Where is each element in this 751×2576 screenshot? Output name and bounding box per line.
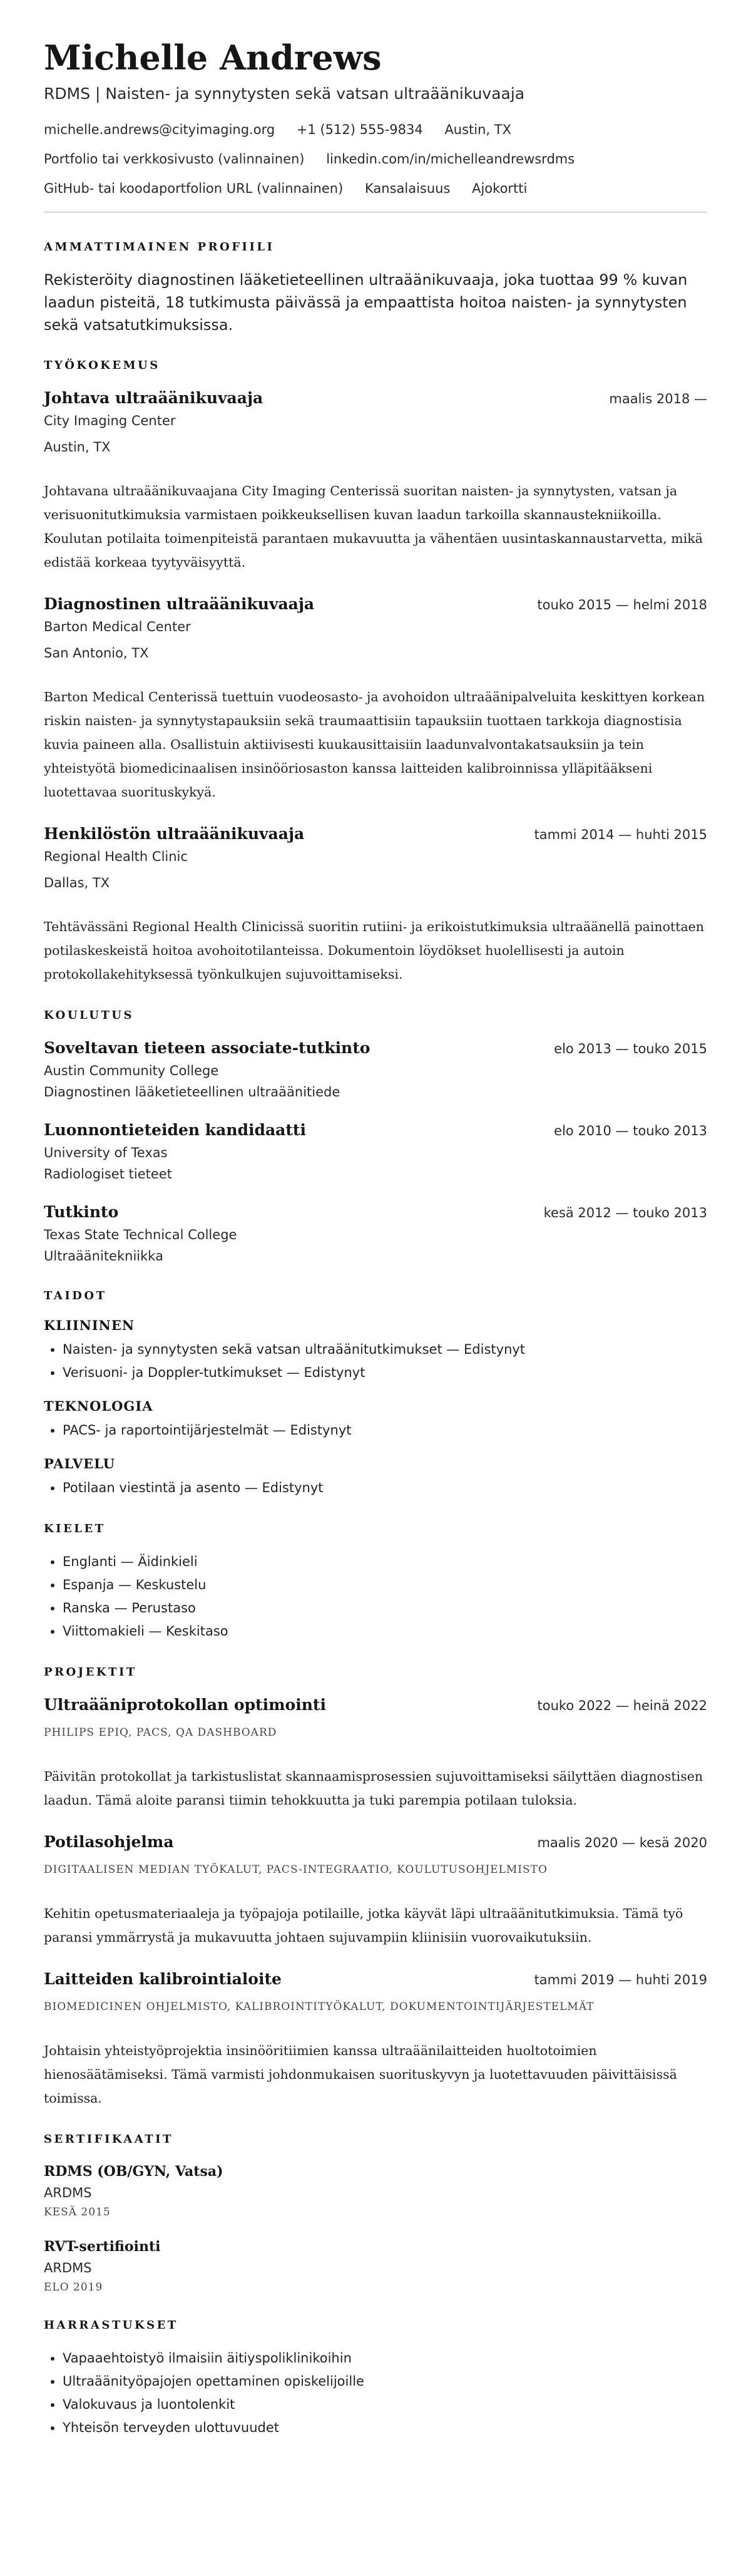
job-title: Diagnostinen ultraäänikuvaaja xyxy=(44,595,315,613)
project-date: maalis 2020 — kesä 2020 xyxy=(537,1835,707,1850)
job-description: Barton Medical Centerissä tuettuin vuodeosasto- ja avohoidon ultraäänipalveluita keskittyen korkean riskin naisten- ja synnytystapauksiin sekä traumaattisiin tapauksiin tuottaen tarkkoja diagnostisia kuvia paineen alla. Osallistuin aktiivisesti kuukausittaisiin laadunvalvontakatsauksiin ja tein yhteistyötä biomedicinaalisen insinööriosaston kanssa laitteiden kalibroinnissa ylläpitääkseni luotettavaa suorituskykyä. xyxy=(44,689,705,800)
skill-category-title: TEKNOLOGIA xyxy=(44,1398,153,1414)
experience-entry xyxy=(44,823,707,986)
experience-entry-head xyxy=(44,387,707,410)
job-employer: City Imaging Center xyxy=(44,413,176,428)
language-item: • Englanti — Äidinkieli xyxy=(63,1550,707,1574)
job-date: tammi 2014 — huhti 2015 xyxy=(534,827,707,842)
contact-citizenship: Kansalaisuus xyxy=(364,181,451,196)
skills-section xyxy=(44,1289,707,1500)
job-description: Johtavana ultraäänikuvaajana City Imaging Centerissä suoritan naisten- ja synnytysten, vatsan ja verisuonitutkimuksia varmistaen poikkeuksellisen kuvan laadun tarkoilla skannaustekniikoilla. Koulutan potilaita toimenpiteistä parantaen mukavuutta ja vähentäen uusintaskannaustarvetta, mikä edistää korkeaa tyytyväisyyttä. xyxy=(44,483,703,570)
certifications-section-title: SERTIFIKAATIT xyxy=(44,2133,173,2146)
contact-linkedin[interactable]: linkedin.com/in/michelleandrewsrdms xyxy=(326,152,575,167)
hobbies-section-title: HARRASTUKSET xyxy=(44,2319,178,2332)
projects-section-title: PROJEKTIT xyxy=(44,1666,137,1679)
language-item: • Espanja — Keskustelu xyxy=(63,1574,707,1597)
education-entry xyxy=(44,1119,707,1185)
contact-github[interactable]: GitHub- tai koodaportfolion URL (valinnainen) xyxy=(44,181,344,196)
language-item: • Viittomakieli — Keskitaso xyxy=(63,1620,707,1643)
experience-entry-head xyxy=(44,823,707,846)
contact-row-extra xyxy=(44,178,707,199)
job-location: Dallas, TX xyxy=(44,875,110,890)
language-item: • Ranska — Perustaso xyxy=(63,1597,707,1620)
project-title: Potilasohjelma xyxy=(44,1833,174,1851)
certification-issuer: ARDMS xyxy=(44,2185,92,2200)
project-title: Ultraääniprotokollan optimointi xyxy=(44,1696,326,1714)
contact-phone[interactable]: +1 (512) 555-9834 xyxy=(296,122,423,137)
hobby-item: • Valokuvaus ja luontolenkit xyxy=(63,2393,707,2416)
certification-date: ELO 2019 xyxy=(44,2281,103,2294)
skill-list xyxy=(44,1338,707,1384)
skill-item: • PACS- ja raportointijärjestelmät — Edistynyt xyxy=(63,1419,707,1442)
profile-section-title: AMMATTIMAINEN PROFIILI xyxy=(44,240,275,254)
project-tags: DIGITAALISEN MEDIAN TYÖKALUT, PACS-INTEGRAATIO, KOULUTUSOHJELMISTO xyxy=(44,1863,548,1876)
resume-header xyxy=(44,38,707,199)
job-location: San Antonio, TX xyxy=(44,646,149,661)
experience-entry xyxy=(44,593,707,804)
education-entry xyxy=(44,1037,707,1103)
hobby-item: • Yhteisön terveyden ulottuvuudet xyxy=(63,2416,707,2439)
contact-portfolio[interactable]: Portfolio tai verkkosivusto (valinnainen) xyxy=(44,152,305,167)
school-name: Texas State Technical College xyxy=(44,1227,237,1242)
skill-list xyxy=(44,1419,707,1442)
project-tags: PHILIPS EPIQ, PACS, QA DASHBOARD xyxy=(44,1726,277,1739)
degree-title: Tutkinto xyxy=(44,1203,119,1221)
experience-section xyxy=(44,359,707,986)
degree-title: Soveltavan tieteen associate-tutkinto xyxy=(44,1039,370,1057)
project-entry xyxy=(44,1831,707,1949)
contact-row-links xyxy=(44,148,707,170)
certification-entry xyxy=(44,2236,707,2296)
skill-item: • Potilaan viestintä ja asento — Edistynyt xyxy=(63,1476,707,1500)
project-entry xyxy=(44,1694,707,1812)
hobby-list xyxy=(44,2347,707,2439)
project-title: Laitteiden kalibrointialoite xyxy=(44,1970,282,1988)
hobby-item: • Vapaaehtoistyö ilmaisiin äitiyspoliklinikoihin xyxy=(63,2347,707,2370)
project-entry xyxy=(44,1968,707,2110)
contact-location: Austin, TX xyxy=(444,122,511,137)
project-tags: BIOMEDICINEN OHJELMISTO, KALIBROINTITYÖKALUT, DOKUMENTOINTIJÄRJESTELMÄT xyxy=(44,2001,595,2013)
project-entry-head xyxy=(44,1968,707,1991)
education-entry-head xyxy=(44,1201,707,1224)
education-entry-head xyxy=(44,1037,707,1060)
skills-section-title: TAIDOT xyxy=(44,1289,107,1302)
certification-issuer: ARDMS xyxy=(44,2260,92,2275)
header-divider xyxy=(44,212,707,213)
degree-title: Luonnontieteiden kandidaatti xyxy=(44,1121,306,1139)
education-section xyxy=(44,1009,707,1267)
skill-item: • Naisten- ja synnytysten sekä vatsan ultraäänitutkimukset — Edistynyt xyxy=(63,1338,707,1361)
school-name: University of Texas xyxy=(44,1145,168,1160)
degree-date: kesä 2012 — touko 2013 xyxy=(543,1205,707,1220)
certification-date: KESÄ 2015 xyxy=(44,2206,111,2218)
candidate-name: Michelle Andrews xyxy=(44,38,382,78)
certification-entry xyxy=(44,2161,707,2221)
experience-entry xyxy=(44,387,707,574)
contact-license: Ajokortti xyxy=(472,181,528,196)
skill-item: • Verisuoni- ja Doppler-tutkimukset — Edistynyt xyxy=(63,1361,707,1384)
degree-date: elo 2013 — touko 2015 xyxy=(554,1041,707,1056)
project-entry-head xyxy=(44,1694,707,1717)
hobbies-section xyxy=(44,2319,707,2439)
project-description: Johtaisin yhteistyöprojektia insinööritiimien kanssa ultraäänilaitteiden huoltotoimien hienosäätämiseksi. Tämä varmisti johdonmukaisen suorituskyvyn ja luotettavuuden päivittäisissä toimissa. xyxy=(44,2043,677,2106)
project-date: touko 2022 — heinä 2022 xyxy=(537,1698,707,1713)
certifications-section xyxy=(44,2133,707,2296)
project-entry-head xyxy=(44,1831,707,1854)
education-section-title: KOULUTUS xyxy=(44,1009,134,1022)
languages-section xyxy=(44,1522,707,1643)
languages-section-title: KIELET xyxy=(44,1522,106,1535)
degree-field: Radiologiset tieteet xyxy=(44,1167,172,1182)
job-title: Johtava ultraäänikuvaaja xyxy=(44,389,263,407)
skill-category-title: KLIININEN xyxy=(44,1317,135,1333)
candidate-tagline: RDMS | Naisten- ja synnytysten sekä vatsan ultraäänikuvaaja xyxy=(44,85,525,103)
contact-email[interactable]: michelle.andrews@cityimaging.org xyxy=(44,122,275,137)
profile-summary: Rekisteröity diagnostinen lääketieteellinen ultraäänikuvaaja, joka tuottaa 99 % kuvan laadun pisteitä, 18 tutkimusta päivässä ja empaattista hoitoa naisten- ja synnytysten sekä vatsatutkimuksissa. xyxy=(44,271,688,334)
skill-list xyxy=(44,1476,707,1500)
job-date: maalis 2018 — xyxy=(609,391,707,406)
certification-name: RVT-sertifiointi xyxy=(44,2239,161,2255)
profile-section xyxy=(44,240,707,336)
job-description: Tehtävässäni Regional Health Clinicissä suoritin rutiini- ja erikoistutkimuksia ultraäänellä painottaen potilaskeskeistä hoitoa avohoitotilanteissa. Dokumentoin löydökset huolellisesti ja autoin protokollakehityksessä työnkulkujen sujuvoittamiseksi. xyxy=(44,919,704,982)
education-entry xyxy=(44,1201,707,1267)
hobby-item: • Ultraäänityöpajojen opettaminen opiskelijoille xyxy=(63,2370,707,2393)
project-description: Päivitän protokollat ja tarkistuslistat skannaamisprosessien sujuvoittamiseksi säilyttäen diagnostisen laadun. Tämä aloite paransi tiimin tehokkuutta ja tuki parempia potilaan tuloksia. xyxy=(44,1769,703,1808)
education-entry-head xyxy=(44,1119,707,1142)
experience-section-title: TYÖKOKEMUS xyxy=(44,359,160,372)
job-location: Austin, TX xyxy=(44,440,111,455)
degree-field: Diagnostinen lääketieteellinen ultraäänitiede xyxy=(44,1084,340,1100)
job-title: Henkilöstön ultraäänikuvaaja xyxy=(44,825,305,843)
projects-section xyxy=(44,1666,707,2110)
job-date: touko 2015 — helmi 2018 xyxy=(537,597,707,612)
job-employer: Regional Health Clinic xyxy=(44,849,188,864)
project-description: Kehitin opetusmateriaaleja ja työpajoja potilaille, jotka käyvät läpi ultraäänitutkimuksia. Tämä työ paransi ymmärrystä ja mukavuutta johtaen sujuvampiin kliinisiin vuorovaikutuksiin. xyxy=(44,1906,683,1945)
contact-row-primary xyxy=(44,119,707,140)
degree-date: elo 2010 — touko 2013 xyxy=(554,1123,707,1138)
degree-field: Ultraäänitekniikka xyxy=(44,1249,163,1264)
language-list xyxy=(44,1550,707,1643)
project-date: tammi 2019 — huhti 2019 xyxy=(534,1972,707,1987)
experience-entry-head xyxy=(44,593,707,616)
job-employer: Barton Medical Center xyxy=(44,619,191,634)
certification-name: RDMS (OB/GYN, Vatsa) xyxy=(44,2163,223,2180)
school-name: Austin Community College xyxy=(44,1063,219,1078)
skill-category-title: PALVELU xyxy=(44,1456,116,1471)
